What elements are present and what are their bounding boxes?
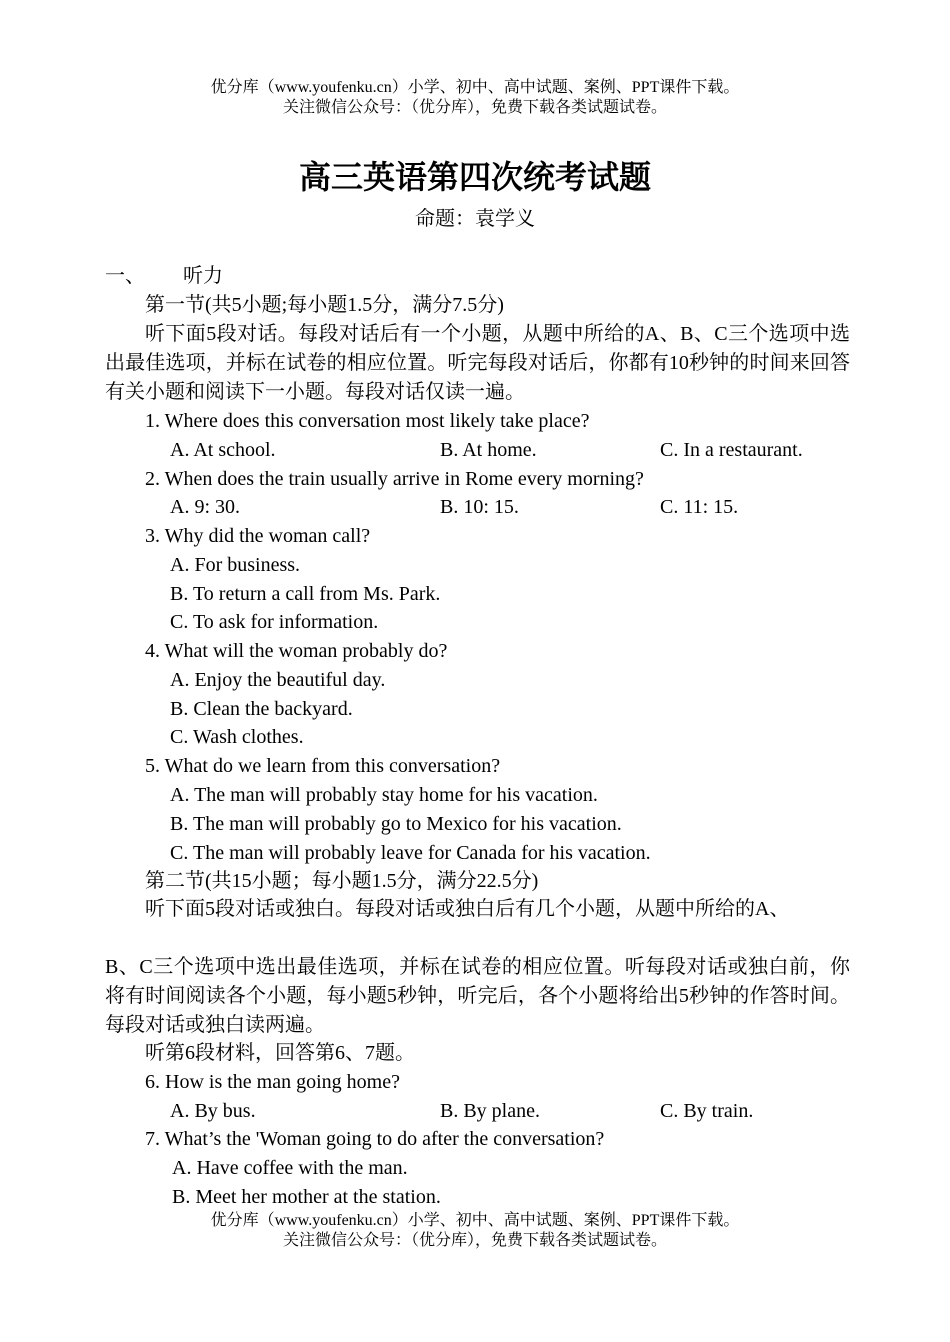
q2-option-a: A. 9: 30.	[170, 496, 240, 518]
part-number: 一、	[105, 265, 145, 287]
material-note: 听第6段材料，回答第6、7题。	[145, 1042, 415, 1064]
q1-option-b: B. At home.	[440, 439, 537, 461]
q7-option-b: B. Meet her mother at the station.	[172, 1186, 441, 1208]
q3-option-a: A. For business.	[170, 554, 301, 576]
q4-option-c: C. Wash clothes.	[170, 726, 304, 748]
question-4: 4. What will the woman probably do?	[145, 640, 448, 662]
q6-option-a: A. By bus.	[170, 1100, 256, 1122]
question-1: 1. Where does this conversation most likely take place?	[145, 410, 590, 432]
question-6: 6. How is the man going home?	[145, 1071, 400, 1093]
section1-heading: 第一节(共5小题;每小题1.5分，满分7.5分)	[145, 294, 504, 316]
page-title: 高三英语第四次统考试题	[298, 159, 651, 195]
question-5: 5. What do we learn from this conversation?	[145, 755, 501, 777]
section2-instructions-line1: 听下面5段对话或独白。每段对话或独白后有几个小题，从题中所给的A、	[145, 898, 790, 920]
q6-option-c: C. By train.	[660, 1100, 754, 1122]
footer-watermark-line1: 优分库（www.youfenku.cn）小学、初中、高中试题、案例、PPT课件下载。	[210, 1212, 740, 1229]
q2-option-b: B. 10: 15.	[440, 496, 519, 518]
q2-option-c: C. 11: 15.	[660, 496, 739, 518]
q1-option-c: C. In a restaurant.	[660, 439, 803, 461]
section1-instructions: 听下面5段对话。每段对话后有一个小题，从题中所给的A、B、C三个选项中选出最佳选项，并标在试卷的相应位置。听完每段对话后，你都有10秒钟的时间来回答有关小题和阅读下一小题。每段对话仅读一遍。	[105, 323, 850, 403]
q6-option-b: B. By plane.	[440, 1100, 540, 1122]
q5-option-c: C. The man will probably leave for Canada for his vacation.	[170, 842, 651, 864]
q5-option-a: A. The man will probably stay home for his vacation.	[170, 784, 598, 806]
q7-option-a: A. Have coffee with the man.	[172, 1157, 408, 1179]
q3-option-c: C. To ask for information.	[170, 611, 379, 633]
q4-option-a: A. Enjoy the beautiful day.	[170, 669, 386, 691]
header-watermark-line1: 优分库（www.youfenku.cn）小学、初中、高中试题、案例、PPT课件下载。	[210, 79, 740, 96]
q5-option-b: B. The man will probably go to Mexico for his vacation.	[170, 813, 622, 835]
author-line: 命题：袁学义	[415, 208, 535, 230]
section2-instructions-rest: B、C三个选项中选出最佳选项，并标在试卷的相应位置。听每段对话或独白前，你将有时间阅读各个小题，每小题5秒钟，听完后，各个小题将给出5秒钟的作答时间。每段对话或独白读两遍。	[105, 956, 850, 1036]
question-2: 2. When does the train usually arrive in Rome every morning?	[145, 468, 644, 490]
question-7: 7. What’s the 'Woman going to do after the conversation?	[145, 1128, 605, 1150]
q3-option-b: B. To return a call from Ms. Park.	[170, 583, 441, 605]
section2-heading: 第二节(共15小题；每小题1.5分，满分22.5分)	[145, 870, 539, 892]
footer-watermark-line2: 关注微信公众号：（优分库），免费下载各类试题试卷。	[282, 1232, 667, 1249]
q1-option-a: A. At school.	[170, 439, 276, 461]
part-name: 听力	[183, 265, 223, 287]
header-watermark-line2: 关注微信公众号：（优分库），免费下载各类试题试卷。	[282, 99, 667, 116]
q4-option-b: B. Clean the backyard.	[170, 698, 353, 720]
question-3: 3. Why did the woman call?	[145, 525, 371, 547]
